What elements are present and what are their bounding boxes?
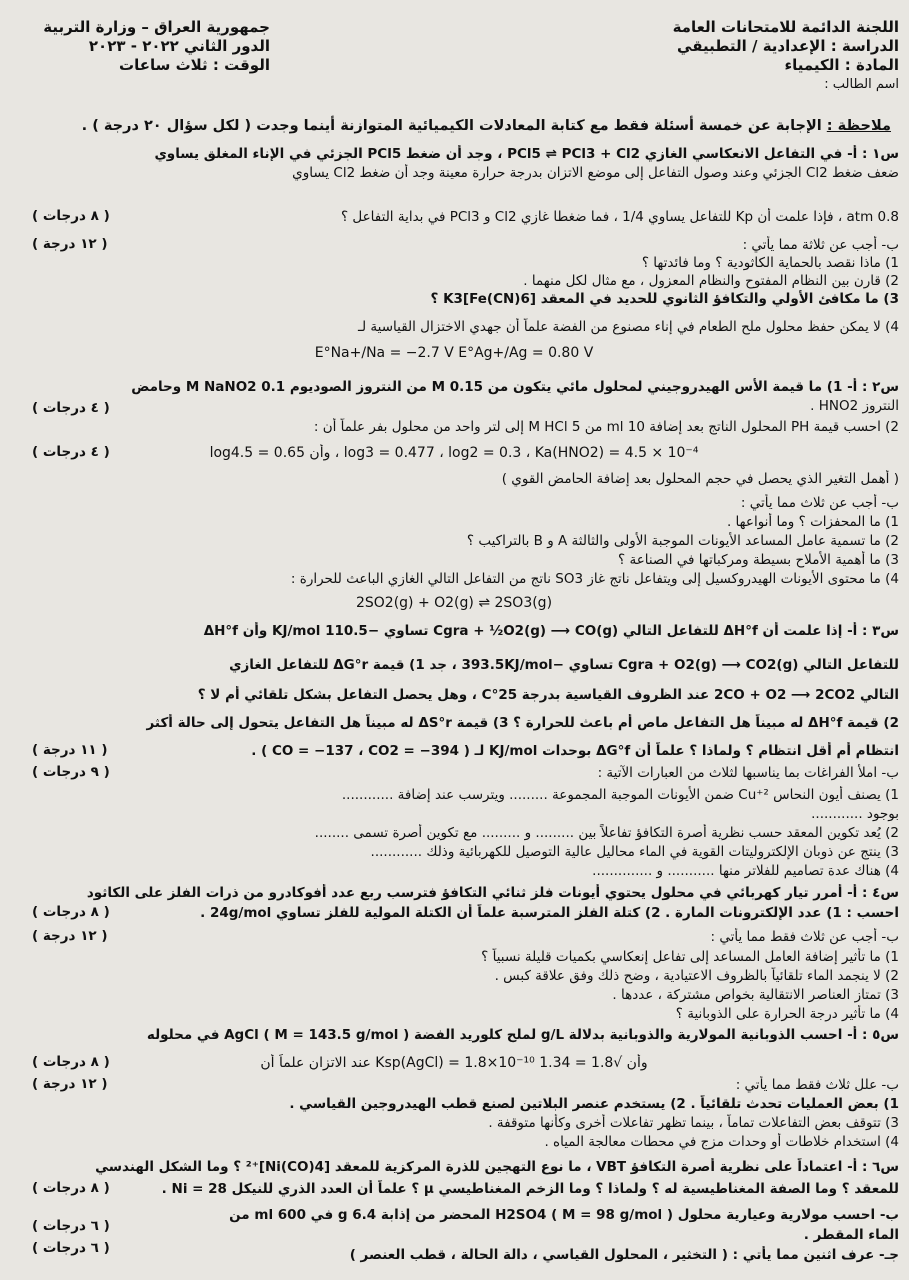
question-line — [9, 1095, 899, 1114]
question-line — [9, 570, 899, 589]
question-line — [9, 764, 899, 783]
exam-note — [11, 118, 891, 134]
question-line — [9, 1076, 899, 1095]
question-line — [9, 272, 899, 291]
question-line — [9, 444, 899, 463]
question-text: 3) ما مكافئ الأولي والتكافؤ الثانوي للحديد في المعقد K3[Fe(CN)6] ؟ — [430, 291, 899, 307]
question-text: 4) هناك عدة تصاميم للفلاتر منها ........... و .............. — [592, 863, 899, 879]
question-text: 1) ما المحفزات ؟ وما أنواعها . — [726, 514, 899, 530]
header-committee: اللجنة الدائمة للامتحانات العامة — [672, 18, 899, 36]
question-line — [9, 318, 899, 337]
equation-text: log4.5 = 0.65 وأن ، log3 = 0.477 ، log2 = 0.3 ، Ka(HNO2) = 4.5 × 10⁻⁴ — [209, 445, 699, 461]
question-text: ب- أجب عن ثلاث مما يأتي : — [740, 495, 899, 511]
question-line — [9, 378, 899, 397]
question-line — [9, 344, 899, 363]
question-text: 2) قيمة ΔH°f له مبيناً هل التفاعل ماص أم باعث للحرارة ؟ 3) قيمة ΔS°r له مبيناً هل التفاعل يتحول إلى حالة أكثر — [146, 715, 899, 731]
question-line — [9, 1246, 899, 1265]
header-ministry-block — [599, 18, 899, 94]
marks-label: ( ٤ درجات ) — [32, 400, 110, 416]
question-line — [9, 656, 899, 675]
marks-label: ( ١٢ درجة ) — [32, 236, 108, 252]
marks-label: ( ٨ درجات ) — [32, 208, 110, 224]
marks-label: ( ٦ درجات ) — [32, 1218, 110, 1234]
question-text: التالي 2CO + O2 ⟶ 2CO2 عند الظروف القياسية بدرجة 25°C ، وهل يحصل التفاعل بشكل تلقائي أم لا ؟ — [197, 687, 899, 703]
question-text: 1) ماذا نقصد بالحماية الكاثودية ؟ وما فائدتها ؟ — [641, 255, 899, 271]
question-text: 4) ما تأثير درجة الحرارة على الذوبانية ؟ — [675, 1006, 899, 1022]
question-line — [9, 786, 899, 805]
note-label: ملاحظة : — [826, 118, 891, 134]
question-line — [9, 904, 899, 923]
question-line — [9, 397, 899, 416]
header-subject: المادة : الكيمياء — [784, 56, 899, 74]
question-text: النتروز HNO2 . — [810, 398, 899, 414]
question-line — [9, 622, 899, 641]
header-student-name: اسم الطالب : — [824, 77, 899, 92]
question-text: 4) لا يمكن حفظ محلول ملح الطعام في إناء مصنوع من الفضة علماً أن جهدي الاختزال القياسية لـ — [358, 319, 899, 335]
question-text: 3) ينتج عن ذوبان الإلكتروليتات القوية في الماء محاليل عالية التوصيل للكهربائية وذلك ............ — [370, 844, 899, 860]
question-line — [9, 862, 899, 881]
equation-text: 2SO2(g) + O2(g) ⇌ 2SO3(g) — [355, 595, 553, 611]
question-line — [9, 164, 899, 183]
question-text: س٥ : أ- احسب الذوبانية المولارية والذوبانية بدلالة g/L لملح كلوريد الفضة AgCl ( M = 143.5 g/mol ) في محلوله — [146, 1027, 899, 1043]
marks-label: ( ١٢ درجة ) — [32, 1076, 108, 1092]
marks-label: ( ٤ درجات ) — [32, 444, 110, 460]
question-line — [9, 742, 899, 761]
marks-label: ( ٨ درجات ) — [32, 1180, 110, 1196]
question-text: بوجود ............ — [811, 806, 899, 822]
question-text: للمعقد ؟ وما الصفة المغناطيسية له ؟ ولماذا ؟ وما الزخم المغناطيسي μ ؟ علماً أن العدد الذري للنيكل Ni = 28 . — [161, 1181, 899, 1197]
question-line — [9, 1114, 899, 1133]
question-line — [9, 1133, 899, 1152]
question-line — [9, 1180, 899, 1199]
question-line — [9, 254, 899, 273]
equation-text: عند الاتزان علماً أن Ksp(AgCl) = 1.8×10⁻¹⁰ وأن √1.8 = 1.34 — [260, 1055, 648, 1071]
question-line — [9, 532, 899, 551]
question-text: ب- أجب عن ثلاثة مما يأتي : — [742, 237, 899, 253]
question-line — [9, 470, 899, 489]
marks-label: ( ٨ درجات ) — [32, 904, 110, 920]
question-text: 3) تمتاز العناصر الانتقالية بخواص مشتركة ، عددها . — [612, 987, 899, 1003]
question-text: 0.8 atm ، فإذا علمت أن Kp للتفاعل يساوي 1/4 ، فما ضغطا غازي Cl2 و PCl3 في بداية التفاعل ؟ — [340, 209, 899, 225]
question-line — [9, 1026, 899, 1045]
question-text: للتفاعل التالي Cgra + O2(g) ⟶ CO2(g) تساوي −393.5KJ/mol ، جد 1) قيمة ΔG°r للتفاعل الغازي — [229, 657, 899, 673]
note-text: الإجابة عن خمسة أسئلة فقط مع كتابة المعادلات الكيميائية المتوازنة أينما وجدت ( لكل سؤال ٢٠ درجة ) . — [81, 118, 822, 134]
question-text: 2) لا ينجمد الماء تلقائياً بالظروف الاعتيادية ، وضح ذلك وفق علاقة كبس . — [494, 968, 899, 984]
question-line — [9, 594, 899, 613]
question-line — [9, 967, 899, 986]
question-text: 1) يصنف أيون النحاس Cu⁺² ضمن الأيونات الموجبة المجموعة ......... ويترسب عند إضافة ............ — [341, 787, 899, 803]
question-line — [9, 686, 899, 705]
header-time: الوقت : ثلاث ساعات — [119, 56, 270, 74]
marks-label: ( ١٢ درجة ) — [32, 928, 108, 944]
question-text: ب- أجب عن ثلاث فقط مما يأتي : — [710, 929, 899, 945]
question-line — [9, 236, 899, 255]
marks-label: ( ٦ درجات ) — [32, 1240, 110, 1256]
question-line — [9, 714, 899, 733]
question-line — [9, 948, 899, 967]
question-line — [9, 494, 899, 513]
question-line — [9, 1158, 899, 1177]
header-republic: جمهورية العراق – وزارة التربية — [43, 18, 270, 36]
question-line — [9, 1054, 899, 1073]
header-study: الدراسة : الإعدادية / التطبيقي — [677, 37, 899, 55]
question-line — [9, 805, 899, 824]
question-line — [9, 884, 899, 903]
question-text: ب- علل ثلاث فقط مما يأتي : — [735, 1077, 899, 1093]
header-session: الدور الثاني ٢٠٢٢ - ٢٠٢٣ — [88, 37, 270, 55]
question-text: الماء المقطر . — [803, 1227, 899, 1243]
question-text: احسب : 1) عدد الإلكترونات المارة . 2) كتلة الفلز المترسبة علماً أن الكتلة المولية للفلز تساوي 24g/mol . — [200, 905, 899, 921]
question-text: 1) ما تأثير إضافة العامل المساعد إلى تفاعل إنعكاسي بكميات قليلة نسبياً ؟ — [481, 949, 899, 965]
marks-label: ( ١١ درجة ) — [32, 742, 108, 758]
question-text: س٤ : أ- أمرر تيار كهربائي في محلول يحتوي أيونات فلز ثنائي التكافؤ فترسب ربع عدد أفوكادرو من ذرات الفلز على الكاثود — [86, 885, 899, 901]
question-text: 2) ما تسمية عامل المساعد الأيونات الموجبة الأولى والثالثة A و B بالتراكيب ؟ — [466, 533, 899, 549]
question-line — [9, 513, 899, 532]
question-line — [9, 418, 899, 437]
equation-text: E°Na+/Na = −2.7 V E°Ag+/Ag = 0.80 V — [314, 345, 594, 361]
question-line — [9, 843, 899, 862]
marks-label: ( ٩ درجات ) — [32, 764, 110, 780]
question-line — [9, 824, 899, 843]
question-line — [9, 290, 899, 309]
question-text: 4) استخدام خلاطات أو وحدات مزج في محطات معالجة المياه . — [544, 1134, 899, 1150]
question-line — [9, 986, 899, 1005]
question-text: س١ : أ- في التفاعل الانعكاسي الغازي PCl5 ⇌ PCl3 + Cl2 ، وجد أن ضغط PCl5 الجزئي في الإناء المغلق يساوي — [154, 146, 899, 162]
question-text: انتظام أم أقل انتظام ؟ ولماذا ؟ علماً أن ΔG°f بوحدات KJ/mol لـ ( CO = −137 ، CO2 = −394 ) . — [251, 743, 899, 759]
question-text: ب- املأ الفراغات بما يناسبها لثلاث من العبارات الآتية : — [597, 765, 899, 781]
question-text: 4) ما محتوى الأيونات الهيدروكسيل إلى ويتفاعل ناتج غاز SO3 ناتج من التفاعل التالي الغازي الباعث للحرارة : — [290, 571, 899, 587]
question-line — [9, 1005, 899, 1024]
question-text: 2) احسب قيمة PH المحلول الناتج بعد إضافة 10 ml من 5 M HCl إلى لتر واحد من محلول بفر علماً أن : — [313, 419, 899, 435]
question-text: 2) قارن بين النظام المفتوح والنظام المعزول ، مع مثال لكل منهما . — [523, 273, 899, 289]
question-text: 2) يُعد تكوين المعقد حسب نظرية أصرة التكافؤ تفاعلاً بين ......... و ......... مع تكوين أصرة تسمى ........ — [314, 825, 899, 841]
question-line — [9, 551, 899, 570]
question-text: 3) تتوقف بعض التفاعلات تماماً ، بينما تظهر تفاعلات أخرى وكأنها متوقفة . — [488, 1115, 899, 1131]
question-line — [9, 1206, 899, 1225]
marks-label: ( ٨ درجات ) — [32, 1054, 110, 1070]
header-country-block — [30, 18, 270, 75]
question-line — [9, 928, 899, 947]
question-line — [9, 208, 899, 227]
question-text: ( أهمل التغير الذي يحصل في حجم المحلول بعد إضافة الحامض القوي ) — [501, 471, 899, 487]
question-line — [9, 145, 899, 164]
question-text: س٦ : أ- اعتماداً على نظرية أصرة التكافؤ VBT ، ما نوع التهجين للذرة المركزية للمعقد [Ni(CO)4]⁺² ؟ وما الشكل الهندسي — [95, 1159, 899, 1175]
question-text: س٣ : أ- إذا علمت أن ΔH°f للتفاعل التالي Cgra + ½O2(g) ⟶ CO(g) تساوي −110.5 KJ/mol وأن ΔH°f — [203, 623, 899, 639]
question-line — [9, 1226, 899, 1245]
question-text: ضعف ضغط Cl2 الجزئي وعند وصول التفاعل إلى موضع الاتزان بدرجة حرارة معينة وجد أن ضغط Cl2 يساوي — [292, 165, 899, 181]
question-text: ب- احسب مولارية وعيارية محلول H2SO4 ( M = 98 g/mol ) المحضر من إذابة 6.4 g في 600 ml من — [229, 1207, 899, 1223]
question-text: 1) بعض العمليات تحدث تلقائياً . 2) يستخدم عنصر البلاتين لصنع قطب الهيدروجين القياسي . — [289, 1096, 899, 1112]
question-text: س٢ : أ- 1) ما قيمة الأس الهيدروجيني لمحلول مائي يتكون من 0.15 M من النتروز الصوديوم 0.1 M NaNO2 وحامض — [131, 379, 899, 395]
question-text: جـ- عرف اثنين مما يأتي : ( التخثير ، المحلول القياسي ، دالة الحالة ، قطب العنصر ) — [349, 1247, 899, 1263]
question-text: 3) ما أهمية الأملاح بسيطة ومركباتها في الصناعة ؟ — [618, 552, 899, 568]
